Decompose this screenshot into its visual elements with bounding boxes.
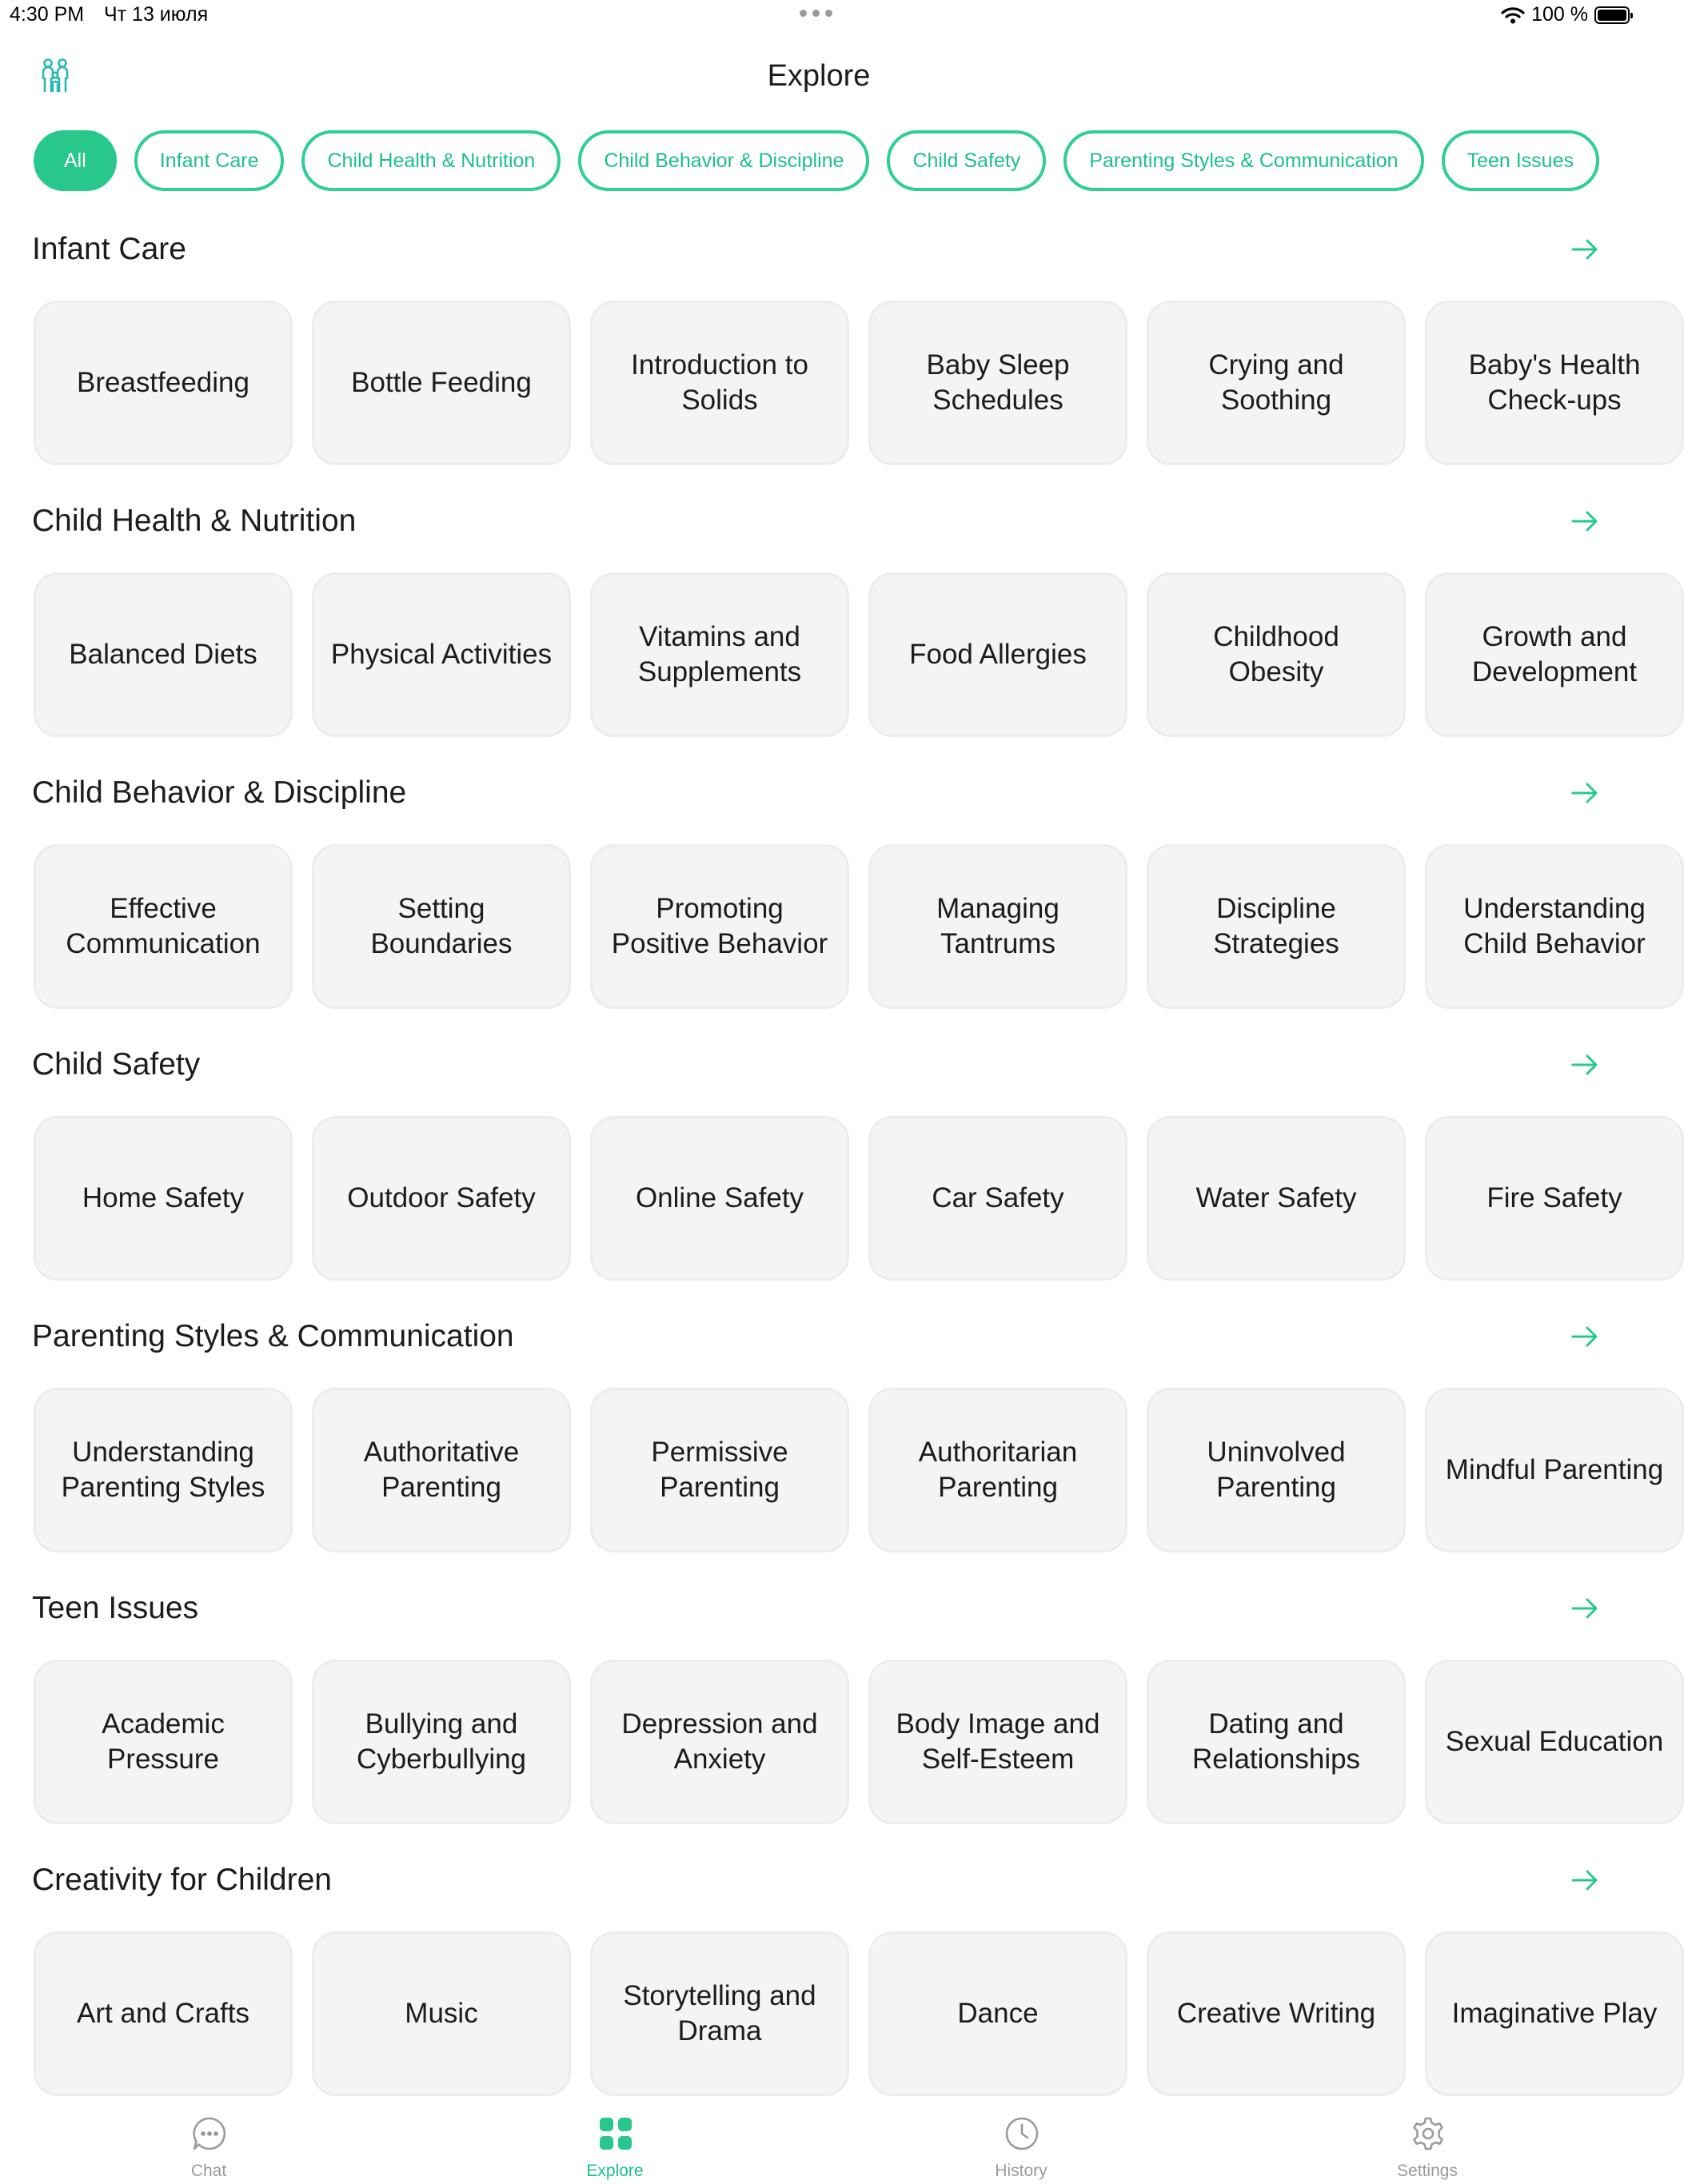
topic-card[interactable]: Uninvolved Parenting (1147, 1388, 1406, 1552)
topic-card[interactable]: Setting Boundaries (312, 844, 571, 1009)
status-date: Чт 13 июля (104, 3, 209, 26)
status-indicators (1501, 3, 1630, 26)
topic-cards (34, 1931, 1684, 2096)
chip-child-safety[interactable]: Child Safety (887, 130, 1046, 191)
topic-cards (34, 301, 1684, 465)
topic-card[interactable]: Authoritative Parenting (312, 1388, 571, 1552)
topic-card[interactable]: Baby's Health Check-ups (1425, 301, 1684, 465)
tab-label: Chat (190, 2162, 227, 2180)
section-title: Child Health & Nutrition (32, 504, 357, 538)
topic-card[interactable]: Permissive Parenting (590, 1388, 849, 1552)
status-bar (0, 0, 1638, 32)
topic-card[interactable]: Authoritarian Parenting (868, 1388, 1127, 1552)
topic-card[interactable]: Food Allergies (868, 572, 1127, 737)
chip-teen-issues[interactable]: Teen Issues (1442, 130, 1599, 191)
tab-label: Settings (1397, 2162, 1458, 2180)
arrow-right-icon[interactable] (1569, 1049, 1601, 1081)
topic-card[interactable]: Understanding Child Behavior (1425, 844, 1684, 1009)
arrow-right-icon[interactable] (1569, 505, 1601, 537)
topic-card[interactable]: Home Safety (34, 1116, 293, 1281)
tab-chat[interactable] (145, 2107, 273, 2184)
tab-history[interactable] (957, 2107, 1085, 2184)
topic-card[interactable]: Understanding Parenting Styles (34, 1388, 293, 1552)
arrow-right-icon[interactable] (1569, 233, 1601, 265)
topic-card[interactable]: Dating and Relationships (1147, 1660, 1406, 1824)
topic-card[interactable]: Academic Pressure (34, 1660, 293, 1824)
topic-card[interactable]: Managing Tantrums (868, 844, 1127, 1009)
arrow-right-icon[interactable] (1569, 777, 1601, 809)
chat-icon (191, 2115, 228, 2152)
topic-card[interactable]: Music (312, 1931, 571, 2096)
topic-card[interactable]: Dance (868, 1931, 1127, 2096)
topic-card[interactable]: Fire Safety (1425, 1116, 1684, 1281)
battery-icon (1594, 6, 1630, 24)
topic-card[interactable]: Mindful Parenting (1425, 1388, 1684, 1552)
topic-cards (34, 1116, 1684, 1281)
section-title: Parenting Styles & Communication (32, 1319, 514, 1353)
grid-icon (597, 2115, 634, 2152)
topic-card[interactable]: Introduction to Solids (590, 301, 849, 465)
multitasking-dots[interactable] (800, 10, 832, 17)
topic-card[interactable]: Breastfeeding (34, 301, 293, 465)
topic-card[interactable]: Bottle Feeding (312, 301, 571, 465)
topic-card[interactable]: Body Image and Self-Esteem (868, 1660, 1127, 1824)
arrow-right-icon[interactable] (1569, 1592, 1601, 1624)
topic-card[interactable]: Car Safety (868, 1116, 1127, 1281)
battery-percentage: 100 % (1531, 3, 1588, 26)
tab-explore[interactable] (551, 2107, 679, 2184)
topic-card[interactable]: Bullying and Cyberbullying (312, 1660, 571, 1824)
chip-child-behavior-discipline[interactable]: Child Behavior & Discipline (578, 130, 869, 191)
topic-card[interactable]: Storytelling and Drama (590, 1931, 849, 2096)
gear-icon (1410, 2115, 1447, 2152)
topic-cards (34, 1388, 1684, 1552)
tab-label: Explore (586, 2162, 644, 2180)
wifi-icon (1501, 6, 1525, 24)
topic-cards (34, 572, 1684, 737)
section-title: Infant Care (32, 232, 186, 266)
chip-infant-care[interactable]: Infant Care (134, 130, 285, 191)
topic-card[interactable]: Vitamins and Supplements (590, 572, 849, 737)
chip-all[interactable]: All (34, 130, 117, 191)
chip-child-health-nutrition[interactable]: Child Health & Nutrition (301, 130, 561, 191)
clock-icon (1004, 2115, 1040, 2152)
topic-card[interactable]: Creative Writing (1147, 1931, 1406, 2096)
tab-settings[interactable] (1363, 2107, 1491, 2184)
topic-card[interactable]: Growth and Development (1425, 572, 1684, 737)
section-title: Creativity for Children (32, 1863, 332, 1897)
topic-card[interactable]: Effective Communication (34, 844, 293, 1009)
tab-label: History (995, 2162, 1048, 2180)
section-title: Child Behavior & Discipline (32, 775, 407, 810)
filter-chips (34, 130, 1599, 191)
section-title: Child Safety (32, 1047, 201, 1082)
topic-card[interactable]: Physical Activities (312, 572, 571, 737)
topic-card[interactable]: Crying and Soothing (1147, 301, 1406, 465)
page-title: Explore (767, 59, 871, 93)
topic-card[interactable]: Outdoor Safety (312, 1116, 571, 1281)
topic-card[interactable]: Childhood Obesity (1147, 572, 1406, 737)
arrow-right-icon[interactable] (1569, 1864, 1601, 1896)
topic-cards (34, 844, 1684, 1009)
topic-card[interactable]: Sexual Education (1425, 1660, 1684, 1824)
topic-card[interactable]: Online Safety (590, 1116, 849, 1281)
section-title: Teen Issues (32, 1591, 199, 1625)
topic-card[interactable]: Promoting Positive Behavior (590, 844, 849, 1009)
topic-card[interactable]: Balanced Diets (34, 572, 293, 737)
topic-card[interactable]: Depression and Anxiety (590, 1660, 849, 1824)
topic-card[interactable]: Imaginative Play (1425, 1931, 1684, 2096)
arrow-right-icon[interactable] (1569, 1321, 1601, 1353)
status-time: 4:30 PM (10, 3, 85, 26)
tab-bar (0, 2107, 1638, 2184)
topic-card[interactable]: Water Safety (1147, 1116, 1406, 1281)
topic-card[interactable]: Discipline Strategies (1147, 844, 1406, 1009)
topic-cards (34, 1660, 1684, 1824)
topic-card[interactable]: Baby Sleep Schedules (868, 301, 1127, 465)
chip-parenting-styles-communication[interactable]: Parenting Styles & Communication (1063, 130, 1423, 191)
topic-card[interactable]: Art and Crafts (34, 1931, 293, 2096)
